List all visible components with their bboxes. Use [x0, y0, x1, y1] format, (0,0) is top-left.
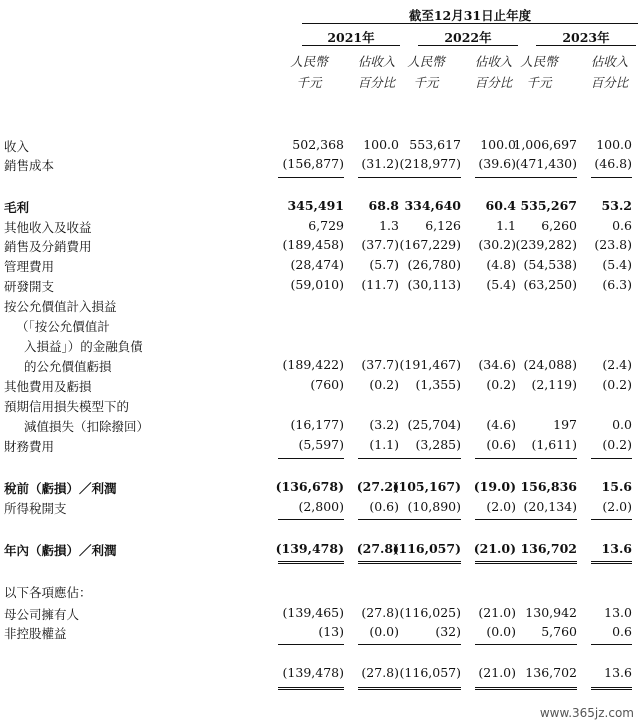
- column-subheader-unit: 千元: [413, 75, 439, 90]
- row-value: 553,617: [409, 137, 461, 152]
- row-value: (0.2): [486, 377, 516, 392]
- row-value: 68.8: [368, 198, 399, 213]
- row-value: (471,430): [515, 156, 577, 171]
- row-value: (5.4): [486, 277, 516, 292]
- subtotal-rule: [278, 458, 344, 459]
- total-double-rule: [358, 561, 399, 564]
- row-value: (3,285): [415, 437, 461, 452]
- row-label: 財務費用: [4, 439, 55, 454]
- row-value: 502,368: [292, 137, 344, 152]
- row-value: 0.6: [612, 218, 632, 233]
- row-value: 130,942: [525, 605, 577, 620]
- row-value: (139,478): [275, 541, 344, 556]
- column-subheader-unit: 佔收入: [590, 54, 629, 69]
- row-label: 的公允價值虧損: [24, 359, 112, 374]
- row-value: (0.2): [602, 437, 632, 452]
- row-value: 1.1: [496, 218, 516, 233]
- row-value: (2.0): [602, 499, 632, 514]
- row-value: (46.8): [594, 156, 632, 171]
- row-value: (30,113): [407, 277, 461, 292]
- subtotal-rule: [358, 519, 399, 520]
- column-subheader-unit: 佔收入: [357, 54, 396, 69]
- row-label: 預期信用損失模型下的: [4, 399, 130, 414]
- row-value: 6,126: [425, 218, 461, 233]
- row-value: 53.2: [601, 198, 632, 213]
- row-value: 100.0: [596, 137, 632, 152]
- row-label: 稅前（虧損）／利潤: [4, 481, 117, 496]
- row-value: (10,890): [407, 499, 461, 514]
- row-value: (27.8): [361, 605, 399, 620]
- watermark: www.365jz.com: [539, 706, 634, 720]
- row-value: (6.3): [602, 277, 632, 292]
- row-value: (16,177): [290, 417, 344, 432]
- period-header: 截至12月31日止年度: [408, 8, 532, 23]
- row-label: 所得稅開支: [4, 501, 67, 516]
- subtotal-rule: [395, 519, 461, 520]
- row-value: (24,088): [523, 357, 577, 372]
- row-value: (28,474): [290, 257, 344, 272]
- row-value: 13.6: [601, 541, 632, 556]
- row-label: 銷售成本: [4, 158, 55, 173]
- row-value: (2,800): [298, 499, 344, 514]
- total-double-rule: [358, 687, 399, 690]
- column-subheader-unit: 百分比: [474, 75, 513, 90]
- row-value: 156,836: [520, 479, 577, 494]
- row-value: (54,538): [523, 257, 577, 272]
- row-value: (21.0): [478, 605, 516, 620]
- row-value: (218,977): [399, 156, 461, 171]
- row-value: (5.4): [602, 257, 632, 272]
- subtotal-rule: [278, 644, 344, 645]
- row-value: (0.6): [486, 437, 516, 452]
- year-rule: [536, 45, 636, 46]
- row-label: 其他費用及虧損: [4, 379, 92, 394]
- year-rule: [418, 45, 518, 46]
- subtotal-rule: [591, 458, 632, 459]
- subtotal-rule: [395, 177, 461, 178]
- row-label: 入損益」）的金融負債: [24, 339, 143, 354]
- row-value: 0.0: [612, 417, 632, 432]
- period-rule: [302, 23, 638, 24]
- row-value: (1,355): [415, 377, 461, 392]
- subtotal-rule: [358, 177, 399, 178]
- row-value: (27.2): [356, 479, 399, 494]
- row-label: 減值損失（扣除撥回）: [24, 419, 150, 434]
- year-rule: [302, 45, 400, 46]
- subtotal-rule: [505, 177, 577, 178]
- total-double-rule: [278, 561, 344, 564]
- row-value: (37.7): [361, 237, 399, 252]
- row-value: (139,465): [282, 605, 344, 620]
- row-label: （「按公允價值計: [16, 319, 110, 334]
- row-value: (116,057): [392, 541, 461, 556]
- subtotal-rule: [505, 458, 577, 459]
- subtotal-rule: [591, 177, 632, 178]
- subtotal-rule: [505, 644, 577, 645]
- row-value: 334,640: [404, 198, 461, 213]
- row-value: (2.4): [602, 357, 632, 372]
- column-subheader-unit: 人民幣: [520, 54, 558, 69]
- row-value: (2,119): [531, 377, 577, 392]
- row-value: (0.2): [602, 377, 632, 392]
- total-double-rule: [395, 687, 461, 690]
- row-value: 100.0: [480, 137, 516, 152]
- row-value: (2.0): [486, 499, 516, 514]
- row-value: (25,704): [407, 417, 461, 432]
- row-label: 母公司擁有人: [4, 607, 80, 622]
- row-label: 年內（虧損）／利潤: [4, 543, 117, 558]
- row-value: (3.2): [369, 417, 399, 432]
- row-value: (116,057): [399, 665, 461, 680]
- row-value: (1.1): [369, 437, 399, 452]
- row-value: 15.6: [601, 479, 632, 494]
- subtotal-rule: [278, 177, 344, 178]
- row-value: (21.0): [473, 541, 516, 556]
- row-value: 197: [553, 417, 577, 432]
- year-header: 2021年: [327, 30, 375, 45]
- row-value: 6,729: [308, 218, 344, 233]
- row-value: (1,611): [531, 437, 577, 452]
- subtotal-rule: [505, 519, 577, 520]
- row-value: (5,597): [298, 437, 344, 452]
- row-value: 13.0: [604, 605, 632, 620]
- subtotal-rule: [591, 519, 632, 520]
- row-value: (13): [318, 624, 344, 639]
- subtotal-rule: [395, 644, 461, 645]
- row-value: 0.6: [612, 624, 632, 639]
- row-value: 1,006,697: [513, 137, 577, 152]
- row-value: (27.8): [361, 665, 399, 680]
- row-value: (0.6): [369, 499, 399, 514]
- row-value: (34.6): [478, 357, 516, 372]
- row-value: (20,134): [523, 499, 577, 514]
- row-label: 以下各項應佔：: [4, 585, 92, 600]
- row-value: (136,678): [275, 479, 344, 494]
- row-value: (31.2): [361, 156, 399, 171]
- row-value: 13.6: [604, 665, 632, 680]
- column-subheader-unit: 千元: [526, 75, 552, 90]
- subtotal-rule: [278, 519, 344, 520]
- row-label: 收入: [4, 139, 30, 154]
- row-value: (30.2): [478, 237, 516, 252]
- row-value: (167,229): [399, 237, 461, 252]
- row-value: (0.0): [369, 624, 399, 639]
- total-double-rule: [395, 561, 461, 564]
- total-double-rule: [591, 687, 632, 690]
- column-subheader-unit: 人民幣: [290, 54, 328, 69]
- row-value: (5.7): [369, 257, 399, 272]
- row-label: 管理費用: [4, 259, 55, 274]
- row-value: 136,702: [525, 665, 577, 680]
- total-double-rule: [278, 687, 344, 690]
- row-value: 6,260: [541, 218, 577, 233]
- total-double-rule: [505, 561, 577, 564]
- year-header: 2022年: [444, 30, 492, 45]
- total-double-rule: [591, 561, 632, 564]
- row-value: (23.8): [594, 237, 632, 252]
- row-value: (26,780): [407, 257, 461, 272]
- row-label: 其他收入及收益: [4, 220, 92, 235]
- subtotal-rule: [395, 458, 461, 459]
- column-subheader-unit: 百分比: [357, 75, 396, 90]
- row-value: 345,491: [287, 198, 344, 213]
- row-value: (0.0): [486, 624, 516, 639]
- column-subheader-unit: 人民幣: [407, 54, 445, 69]
- row-value: (27.8): [356, 541, 399, 556]
- subtotal-rule: [358, 458, 399, 459]
- row-value: (0.2): [369, 377, 399, 392]
- row-value: 136,702: [520, 541, 577, 556]
- row-label: 非控股權益: [4, 626, 67, 641]
- row-value: (39.6): [478, 156, 516, 171]
- year-header: 2023年: [562, 30, 610, 45]
- row-value: (189,458): [282, 237, 344, 252]
- subtotal-rule: [358, 644, 399, 645]
- row-value: (105,167): [392, 479, 461, 494]
- total-double-rule: [505, 687, 577, 690]
- row-value: (139,478): [282, 665, 344, 680]
- row-value: 100.0: [363, 137, 399, 152]
- row-label: 按公允價值計入損益: [4, 299, 117, 314]
- row-value: 1.3: [379, 218, 399, 233]
- row-value: (59,010): [290, 277, 344, 292]
- row-value: (189,422): [282, 357, 344, 372]
- row-value: (37.7): [361, 357, 399, 372]
- row-value: (19.0): [473, 479, 516, 494]
- row-label: 銷售及分銷費用: [4, 239, 92, 254]
- column-subheader-unit: 佔收入: [474, 54, 513, 69]
- subtotal-rule: [591, 644, 632, 645]
- row-label: 毛利: [4, 200, 30, 215]
- column-subheader-unit: 百分比: [590, 75, 629, 90]
- row-value: 5,760: [541, 624, 577, 639]
- row-value: (4.6): [486, 417, 516, 432]
- row-value: (191,467): [399, 357, 461, 372]
- row-value: (11.7): [361, 277, 399, 292]
- row-value: 535,267: [520, 198, 577, 213]
- column-subheader-unit: 千元: [296, 75, 322, 90]
- row-value: (4.8): [486, 257, 516, 272]
- row-value: (239,282): [515, 237, 577, 252]
- row-value: (32): [435, 624, 461, 639]
- row-value: (156,877): [282, 156, 344, 171]
- row-value: (116,025): [399, 605, 461, 620]
- row-value: 60.4: [485, 198, 516, 213]
- row-label: 研發開支: [4, 279, 55, 294]
- row-value: (21.0): [478, 665, 516, 680]
- row-value: (760): [310, 377, 344, 392]
- row-value: (63,250): [523, 277, 577, 292]
